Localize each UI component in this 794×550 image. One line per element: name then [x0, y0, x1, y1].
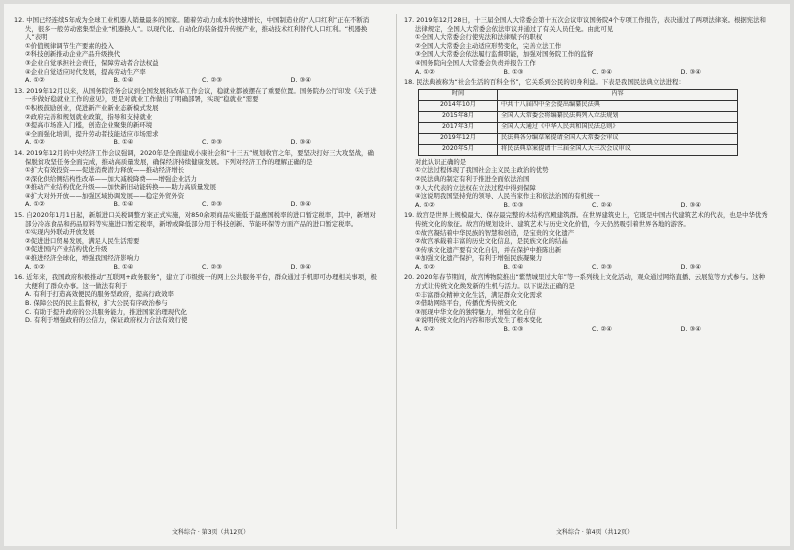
- table-cell: 2017年3月: [419, 122, 498, 133]
- question-18: [404, 78, 769, 209]
- question-15: [14, 211, 379, 271]
- choice: A. ①②: [415, 262, 435, 271]
- choice: B. ①③: [503, 67, 524, 76]
- table-cell: 全国人大常委会将编纂民法典列入立法规划: [498, 111, 738, 122]
- choice: B. ①④: [113, 262, 134, 271]
- choice: A. ①②: [415, 325, 435, 334]
- option: ④扩大对外开放——加强区域协调发展——稳定外贸外资: [25, 191, 185, 200]
- table-header-row: [419, 89, 738, 100]
- question-stem: 20. 2020年春节期间，故宫博物院推出“紫禁城里过大年”等一系列线上文化活动，观众通过网络直播、云展览等方式参与。这种方式让传统文化焕发新的生机与活力。以下说法正确的是: [404, 273, 765, 291]
- option: ①扩大有效投资——促进消费潜力释放——推动经济增长: [25, 166, 185, 175]
- question-prompt: 对此认识正确的是: [415, 157, 467, 166]
- option: ②深化供给侧结构性改革——加大减税降费——增强企业活力: [25, 174, 197, 183]
- table-header: 时间: [419, 89, 498, 100]
- option: ①丰富群众精神文化生活，满足群众文化需求: [415, 290, 543, 299]
- question-19: [404, 211, 769, 271]
- answer-choices: [404, 201, 769, 210]
- table-cell: 中共十八届四中全会提出编纂民法典: [498, 100, 738, 111]
- option: ①立法过程体现了我国社会主义民主政治的优势: [415, 166, 549, 175]
- option: ①实现内外联动开放发展: [25, 228, 95, 237]
- option: ③推动产业结构优化升级——加快新旧动能转换——助力高质量发展: [25, 183, 217, 192]
- question-stem: 16. 近年来，我国政府积极推动“互联网+政务服务”，建立了市级统一的网上公共服务平台，群众通过手机即可办理相关事项，极大便利了群众办事。这一做法有利于: [14, 273, 377, 290]
- option: ④全面强化培训，提升劳动者技能适应市场需求: [25, 129, 159, 138]
- choice: A. ①②: [415, 200, 435, 209]
- option: ④说明传统文化的内容和形式发生了根本变化: [415, 316, 543, 325]
- choice: D. ③④: [680, 262, 701, 271]
- question-14: [14, 149, 379, 209]
- option: ①全国人大常委会行使宪法和法律赋予的职权: [415, 33, 543, 42]
- choice: B. ①④: [113, 76, 134, 85]
- option: ②促进进口贸易发展，满足人民生活需要: [25, 236, 140, 245]
- option: ①故宫凝结着中华民族的智慧和创造，是宝贵的文化遗产: [415, 228, 575, 237]
- question-stem: 14. 2019年12月的中央经济工作会议强调，2020年是全面建成小康社会和“十三五”规划收官之年，要坚决打好三大攻坚战，确保脱贫攻坚任务全面完成，推动高质量发展，确保经济持续健康发展。下列对经济工作的理解正确的是: [14, 148, 374, 166]
- option: ③企业自觉承担社会责任，保障劳动者合法权益: [25, 58, 159, 67]
- option: ①积极鼓励创业，促进新产业新业态新模式发展: [25, 103, 159, 112]
- table-cell: 2015年8月: [419, 111, 498, 122]
- page-footer-right: 文科综合 · 第4页（共12页）: [556, 529, 634, 536]
- option: ②借助网络平台，传播优秀传统文化: [415, 299, 517, 308]
- question-13: [14, 87, 379, 147]
- option: ③传承文化遗产要有文化自信，并在保护中推陈出新: [415, 245, 562, 254]
- answer-choices: [404, 68, 769, 77]
- choice: B. ①④: [113, 138, 134, 147]
- question-stem: 15. 自2020年1月1日起，新版进口关税调整方案正式实施，对850余项商品实施低于最惠国税率的进口暂定税率，其中，新增对部分冷冻食品和药品原料等实施进口暂定税率，新增或降低部分用于科技创新、节能环保等方面产品的进口暂定税率。: [14, 211, 376, 228]
- question-16: [14, 273, 379, 325]
- option: ④企业自觉适应时代发展，提高劳动生产率: [25, 67, 146, 76]
- choice: C. ②④: [592, 67, 612, 76]
- choice: A. ①②: [415, 67, 435, 76]
- table-row: [419, 133, 738, 144]
- option: ③全国人大常委会依法履行监督职能，加强对国务院工作的监督: [415, 50, 594, 59]
- table-cell: 民法典各分编草案提请全国人大常委会审议: [498, 133, 738, 144]
- option: D. 有利于增强政府的公信力，保证政府权力合法有效行使: [25, 316, 188, 325]
- table-cell: 2020年5月: [419, 144, 498, 155]
- question-20: [404, 273, 769, 333]
- option: ②政府完善和规划就业政策，指导和支持就业: [25, 112, 153, 121]
- option: C. 有助于提升政府的公共服务能力，推进国家治理现代化: [25, 307, 187, 316]
- choice: B. ①④: [503, 262, 524, 271]
- option: ③展现中华文化的独特魅力，增强文化自信: [415, 307, 536, 316]
- choice: B. ①③: [503, 200, 524, 209]
- option: ④这说明我国坚持党的领导、人民当家作主和依法治国的有机统一: [415, 192, 600, 201]
- option: ④加强文化遗产保护，有利于增强民族凝聚力: [415, 254, 543, 263]
- table-cell: 将民法典草案提请十三届全国人大三次会议审议: [498, 144, 738, 155]
- choice: C. ②④: [592, 325, 612, 334]
- option: ④国务院向全国人大常委会负责并报告工作: [415, 58, 536, 67]
- option: ③促进国内产业结构优化升级: [25, 245, 108, 254]
- table-cell: 全国人大通过《中华人民共和国民法总则》: [498, 122, 738, 133]
- answer-choices: [404, 263, 769, 272]
- option: ②故宫承载着丰富的历史文化信息，是民族文化的结晶: [415, 237, 568, 246]
- option: B. 保障公民的民主监督权，扩大公民有序政治参与: [25, 299, 168, 307]
- choice: D. ③④: [290, 200, 311, 209]
- option: A. 有利于打造高效便民的服务型政府，提高行政效率: [25, 290, 174, 299]
- table-row: [419, 111, 738, 122]
- question-12: [14, 16, 379, 85]
- choice: B. ①③: [503, 325, 524, 334]
- choice: D. ③④: [290, 262, 311, 271]
- answer-choices: [404, 325, 769, 334]
- choice: C. ②③: [202, 76, 222, 85]
- option: ①价值规律调节生产要素的投入: [25, 41, 114, 50]
- choice: C. ②③: [202, 262, 222, 271]
- table-cell: 2014年10月: [419, 100, 498, 111]
- choice: A. ①②: [25, 76, 45, 85]
- page-footer-left: 文科综合 · 第3页（共12页）: [172, 529, 250, 536]
- option: ②科技创新推动企业产品升级换代: [25, 50, 121, 59]
- question-17: [404, 16, 769, 76]
- option: ②民法典的制定有利于推进全面依法治国: [415, 174, 530, 183]
- table-cell: 2019年12月: [419, 133, 498, 144]
- choice: A. ①②: [25, 262, 45, 271]
- table-header: 内容: [498, 89, 738, 100]
- question-stem: 17. 2019年12月28日，十三届全国人大常委会第十五次会议审议国务院4个专项工作报告，表决通过了两项法律案。根据宪法和法律规定，全国人大常委会依法审议并通过了有关人员任免。由此可见: [404, 16, 766, 33]
- answer-choices: [14, 263, 379, 272]
- option: ④推进经济全球化，增强我国经济影响力: [25, 254, 140, 263]
- choice: C. ②④: [592, 200, 612, 209]
- choice: D. ③④: [680, 325, 701, 334]
- table-row: [419, 122, 738, 133]
- civil-code-timeline-table: [418, 89, 738, 156]
- option: ③人大代表的立法权在立法过程中得到保障: [415, 183, 536, 192]
- choice: D. ③④: [680, 67, 701, 76]
- choice: D. ③④: [290, 76, 311, 85]
- choice: C. ②③: [202, 200, 222, 209]
- choice: C. ②③: [202, 138, 222, 147]
- choice: D. ③④: [290, 138, 311, 147]
- question-stem: 18. 民法典被称为“社会生活的百科全书”，它关系到公民的切身利益。下表是我国民法典立法进程：: [404, 78, 685, 87]
- table-row: [419, 144, 738, 155]
- column-divider: [396, 14, 397, 529]
- question-stem: 19. 故宫是世界上规模最大、保存最完整的木结构宫殿建筑群。在世界建筑史上，它既是中国古代建筑艺术的代表，也是中华优秀传统文化的象征。故宫的规划设计、建筑艺术与历史文化价值，今天仍然吸引着世界各地的游客。: [404, 211, 768, 228]
- question-stem: 12. 中国已经连续5年成为全球工业机器人销量最多的国家。随着劳动力成本的快速增长，中国制造业的“人口红利”正在不断消失，很多一般劳动密集型企业“机器换人”。以现代化、自动化的装备提升传统产业，推动技术红利替代人口红利。“机器换人”表明: [14, 16, 370, 42]
- option: ③提高市场准入门槛，创造企业聚集的新环境: [25, 121, 153, 130]
- answer-choices: [14, 138, 379, 147]
- choice: C. ②③: [592, 262, 612, 271]
- choice: A. ①②: [25, 138, 45, 147]
- option: ②全国人大常委会主动适应形势变化，完善立法工作: [415, 41, 562, 50]
- left-column: [14, 16, 379, 327]
- choice: B. ①④: [113, 200, 134, 209]
- exam-sheet: [4, 4, 790, 546]
- choice: A. ①②: [25, 200, 45, 209]
- choice: D. ③④: [680, 200, 701, 209]
- table-row: [419, 100, 738, 111]
- right-column: [404, 16, 769, 336]
- answer-choices: [14, 200, 379, 209]
- answer-choices: [14, 76, 379, 85]
- question-stem: 13. 2019年12月以来，从国务院常务会议到全国发展和改革工作会议，稳就业都被摆在了重要位置。国务院办公厅印发《关于进一步做好稳就业工作的意见》，更是对就业工作做出了明确部署，实现“稳就业”需要: [14, 86, 377, 104]
